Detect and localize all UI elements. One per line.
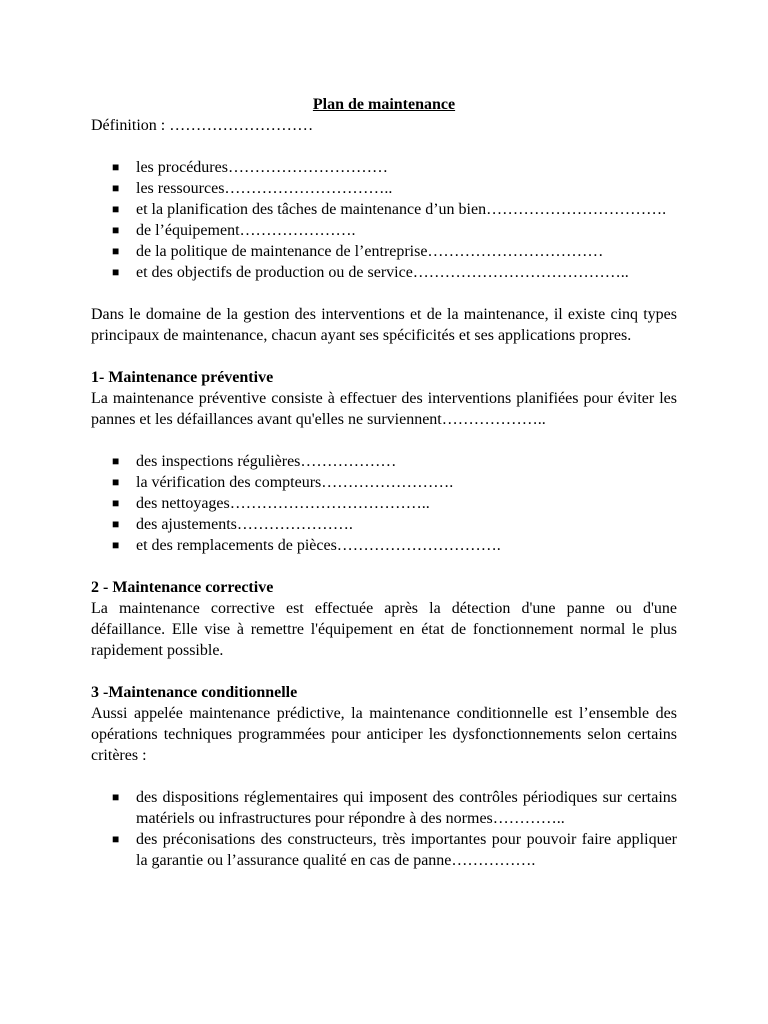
list-item	[91, 514, 677, 535]
spacer	[91, 283, 677, 304]
spacer	[91, 346, 677, 367]
list-item	[91, 241, 677, 262]
document-page	[91, 94, 677, 871]
square-bullet-icon: ■	[112, 202, 120, 216]
list-item	[91, 157, 677, 178]
list-item-text: des préconisations des constructeurs, très importantes pour pouvoir faire appliquer la garantie ou l’assurance qualité en cas de panne…………….	[136, 831, 677, 869]
list-item-text: les ressources…………………………..	[136, 180, 393, 197]
list-item	[91, 787, 677, 829]
list-item	[91, 262, 677, 283]
square-bullet-icon: ■	[112, 265, 120, 279]
intro-paragraph: Dans le domaine de la gestion des interventions et de la maintenance, il existe cinq types principaux de maintenance, chacun ayant ses spécificités et ses applications propres.	[91, 306, 677, 344]
square-bullet-icon: ■	[112, 454, 120, 468]
definition-list	[91, 157, 677, 283]
preventive-list	[91, 451, 677, 556]
spacer	[91, 766, 677, 787]
section-heading-corrective: 2 - Maintenance corrective	[91, 579, 274, 596]
spacer	[91, 430, 677, 451]
section-heading-preventive: 1- Maintenance préventive	[91, 369, 274, 386]
square-bullet-icon: ■	[112, 475, 120, 489]
list-item-text: des dispositions réglementaires qui imposent des contrôles périodiques sur certains matériels ou infrastructures pour répondre à des normes…………..	[136, 789, 677, 827]
list-item-text: des ajustements………………….	[136, 516, 353, 533]
list-item-text: et la planification des tâches de maintenance d’un bien…………………………….	[136, 201, 667, 218]
spacer	[91, 661, 677, 682]
square-bullet-icon: ■	[112, 223, 120, 237]
list-item-text: de l’équipement………………….	[136, 222, 356, 239]
list-item-text: et des objectifs de production ou de service…………………………………..	[136, 264, 629, 281]
list-item-text: des inspections régulières………………	[136, 453, 397, 470]
square-bullet-icon: ■	[112, 160, 120, 174]
list-item	[91, 535, 677, 556]
list-item	[91, 472, 677, 493]
list-item	[91, 493, 677, 514]
document-title: Plan de maintenance	[312, 96, 456, 113]
spacer	[91, 136, 677, 157]
list-item-text: les procédures…………………………	[136, 159, 388, 176]
section-heading-conditional: 3 -Maintenance conditionnelle	[91, 684, 298, 701]
square-bullet-icon: ■	[112, 832, 120, 846]
list-item	[91, 178, 677, 199]
square-bullet-icon: ■	[112, 496, 120, 510]
section-text-corrective: La maintenance corrective est effectuée après la détection d'une panne ou d'une défaillance. Elle vise à remettre l'équipement en état de fonctionnement normal le plus rapidement possible.	[91, 600, 677, 659]
square-bullet-icon: ■	[112, 790, 120, 804]
list-item	[91, 220, 677, 241]
list-item-text: et des remplacements de pièces………………………….	[136, 537, 501, 554]
list-item-text: de la politique de maintenance de l’entreprise……………………………	[136, 243, 604, 260]
conditional-list	[91, 787, 677, 871]
list-item	[91, 451, 677, 472]
section-text-conditional: Aussi appelée maintenance prédictive, la maintenance conditionnelle est l’ensemble des opérations techniques programmées pour anticiper les dysfonctionnements selon certains critères :	[91, 705, 677, 764]
square-bullet-icon: ■	[112, 517, 120, 531]
list-item-text: la vérification des compteurs…………………….	[136, 474, 454, 491]
square-bullet-icon: ■	[112, 538, 120, 552]
square-bullet-icon: ■	[112, 181, 120, 195]
spacer	[91, 556, 677, 577]
definition-line: Définition : ………………………	[91, 117, 314, 134]
list-item	[91, 199, 677, 220]
list-item	[91, 829, 677, 871]
list-item-text: des nettoyages………………………………..	[136, 495, 430, 512]
section-text-preventive: La maintenance préventive consiste à effectuer des interventions planifiées pour éviter les pannes et les défaillances avant qu'elles ne surviennent………………..	[91, 390, 677, 428]
square-bullet-icon: ■	[112, 244, 120, 258]
